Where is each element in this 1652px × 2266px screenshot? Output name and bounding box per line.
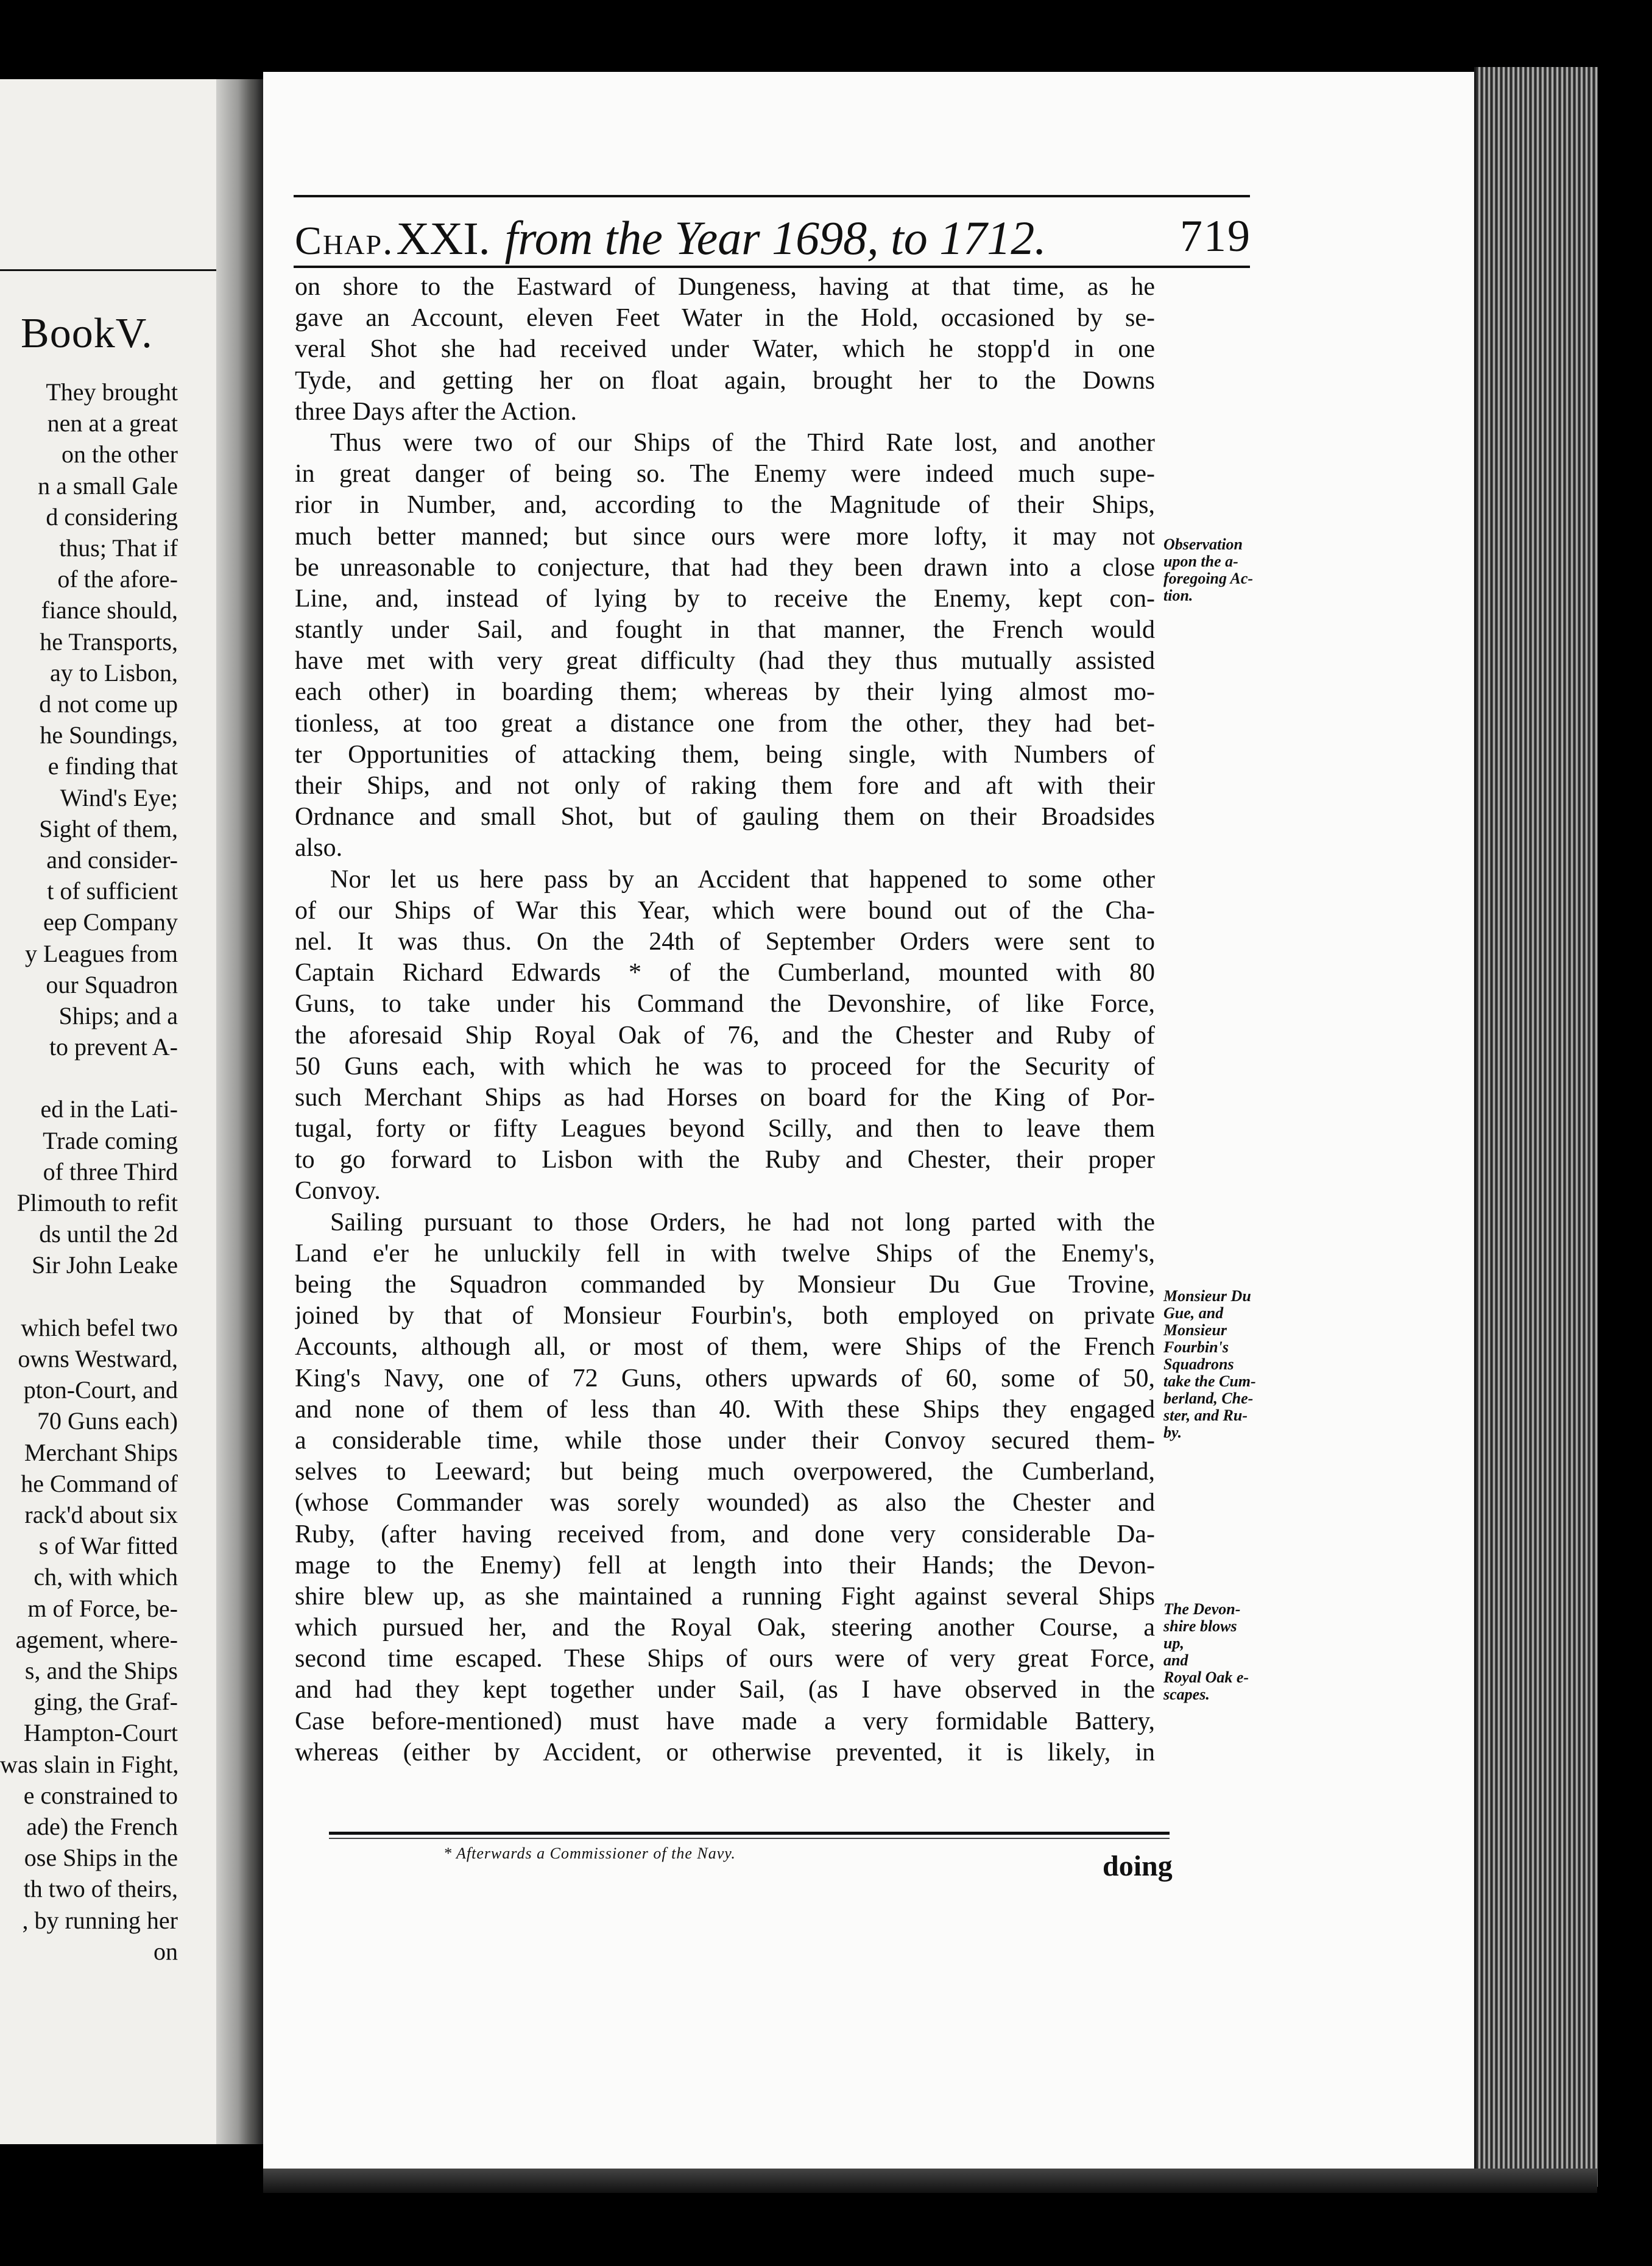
left-page-line: he Command of <box>21 1469 178 1497</box>
side-note-line: upon the a- <box>1163 552 1238 570</box>
body-line: tugal, forty or fifty Leagues beyond Scilly, and then to leave them <box>295 1115 1155 1143</box>
body-line: King's Navy, one of 72 Guns, others upwards of 60, some of 50, <box>295 1364 1155 1392</box>
left-page-line: Sir John Leake <box>32 1251 178 1279</box>
body-line: Tyde, and getting her on float again, brought her to the Downs <box>295 366 1155 395</box>
body-line: of our Ships of War this Year, which were bound out of the Cha- <box>295 896 1155 925</box>
left-page-line: e finding that <box>48 752 178 780</box>
body-line: joined by that of Monsieur Fourbin's, both employed on private <box>295 1302 1155 1330</box>
left-page-line: th two of theirs, <box>23 1875 178 1903</box>
side-note-line: Royal Oak e- <box>1163 1668 1249 1686</box>
body-line: and none of them of less than 40. With these Ships they engaged <box>295 1395 1155 1424</box>
left-page-line: ch, with which <box>34 1563 178 1591</box>
page-number: 719 <box>1180 211 1251 261</box>
left-page-line: d considering <box>46 503 178 531</box>
left-page-line: Merchant Ships <box>24 1438 178 1466</box>
body-line: Ordnance and small Shot, but of gauling them on their Broadsides <box>295 803 1155 831</box>
body-line: which pursued her, and the Royal Oak, steering another Course, a <box>295 1614 1155 1642</box>
side-note-line: ster, and Ru- <box>1163 1407 1248 1424</box>
left-page-line: pton-Court, and <box>23 1376 178 1404</box>
body-line: nel. It was thus. On the 24th of September Orders were sent to <box>295 927 1155 956</box>
left-page-line: and consider- <box>46 846 178 874</box>
left-page-line: on the other <box>61 440 178 468</box>
left-header-rule <box>0 269 219 271</box>
left-page-line: ds until the 2d <box>39 1220 178 1248</box>
left-page-line: Plimouth to refit <box>16 1189 178 1217</box>
body-line: Line, and, instead of lying by to receive the Enemy, kept con- <box>295 584 1155 613</box>
body-line: 50 Guns each, with which he was to proceed for the Security of <box>295 1052 1155 1081</box>
body-line: (whose Commander was sorely wounded) as also the Chester and <box>295 1489 1155 1517</box>
left-page-line: Sight of them, <box>39 814 178 842</box>
running-title: from the Year 1698, to 1712. <box>504 211 1047 264</box>
body-line: being the Squadron commanded by Monsieur Du Gue Trovine, <box>295 1271 1155 1299</box>
body-line: ter Opportunities of attacking them, being single, with Numbers of <box>295 740 1155 769</box>
body-line: Convoy. <box>295 1177 381 1205</box>
side-note-line: take the Cum- <box>1163 1372 1256 1390</box>
left-page-line: he Soundings, <box>40 721 178 749</box>
body-line: stantly under Sail, and fought in that manner, the French would <box>295 616 1155 644</box>
left-page-line: Trade coming <box>43 1126 178 1154</box>
side-note-line: scapes. <box>1163 1685 1210 1703</box>
body-line: rior in Number, and, according to the Magnitude of their Ships, <box>295 491 1155 520</box>
left-page-line: e constrained to <box>23 1781 178 1809</box>
chapter-number: XXI. <box>396 213 490 264</box>
body-line: Nor let us here pass by an Accident that happened to some other <box>330 865 1155 894</box>
body-line: much better manned; but since ours were more lofty, it may not <box>295 522 1155 551</box>
side-note-line: Gue, and <box>1163 1304 1224 1322</box>
body-line: to go forward to Lisbon with the Ruby and Chester, their proper <box>295 1146 1155 1174</box>
left-page-line: Ships; and a <box>58 1002 178 1030</box>
left-page-line: 70 Guns each) <box>37 1407 178 1435</box>
side-note-line: The Devon- <box>1163 1600 1241 1618</box>
side-note-line: shire blows <box>1163 1617 1237 1635</box>
body-line: the aforesaid Ship Royal Oak of 76, and the Chester and Ruby of <box>295 1021 1155 1050</box>
body-line: Accounts, although all, or most of them, were Ships of the French <box>295 1333 1155 1361</box>
left-page-line: s, and the Ships <box>24 1656 178 1684</box>
left-page-line: d not come up <box>39 690 178 718</box>
body-line: three Days after the Action. <box>295 397 577 426</box>
side-note-line: foregoing Ac- <box>1163 570 1254 587</box>
left-page-line <box>0 1062 178 1093</box>
left-page-line: rack'd about six <box>24 1500 178 1528</box>
header-rule-bottom <box>294 266 1250 268</box>
body-line: whereas (either by Accident, or otherwise prevented, it is likely, in <box>295 1738 1155 1767</box>
left-page-line: t of sufficient <box>47 877 178 905</box>
left-page-line: eep Company <box>43 908 178 936</box>
left-page-line: Hampton-Court <box>23 1719 178 1747</box>
left-page-line: They brought <box>46 378 178 406</box>
side-note-line: and <box>1163 1651 1188 1669</box>
left-page-line: fiance should, <box>41 596 178 624</box>
left-page-line: on <box>154 1937 178 1965</box>
body-line: also. <box>295 834 343 863</box>
left-page-line: Wind's Eye; <box>60 783 178 811</box>
body-line: veral Shot she had received under Water, which he stopp'd in one <box>295 335 1155 364</box>
body-line: Captain Richard Edwards * of the Cumberland, mounted with 80 <box>295 959 1155 987</box>
body-line: mage to the Enemy) fell at length into their Hands; the Devon- <box>295 1551 1155 1579</box>
left-page-header: BookV. <box>21 310 153 357</box>
left-page-line: to prevent A- <box>49 1033 178 1061</box>
side-note-line: Observation <box>1163 535 1243 553</box>
left-page-line: which befel two <box>21 1313 178 1341</box>
left-page-line: y Leagues from <box>24 939 178 967</box>
chapter-label: Chap. <box>295 219 394 263</box>
body-line: Guns, to take under his Command the Devonshire, of like Force, <box>295 990 1155 1018</box>
left-page-line: was slain in Fight, <box>0 1750 179 1778</box>
body-line: have met with very great difficulty (had they thus mutually assisted <box>295 647 1155 676</box>
body-line: selves to Leeward; but being much overpowered, the Cumberland, <box>295 1458 1155 1486</box>
left-page-line: of the afore- <box>57 565 178 593</box>
side-note-squadrons <box>1163 1288 1297 1441</box>
footnote-rule-thin <box>329 1838 1170 1839</box>
body-line: gave an Account, eleven Feet Water in the Hold, occasioned by se- <box>295 304 1155 333</box>
left-page-line: m of Force, be- <box>27 1594 178 1622</box>
body-line: Thus were two of our Ships of the Third Rate lost, and another <box>330 428 1155 457</box>
side-note-line: Fourbin's <box>1163 1338 1229 1356</box>
body-line: and had they kept together under Sail, (as I have observed in the <box>295 1676 1155 1704</box>
body-line: Case before-mentioned) must have made a very formidable Battery, <box>295 1707 1155 1735</box>
body-line: shire blew up, as she maintained a running Fight against several Ships <box>295 1582 1155 1611</box>
left-page-line: our Squadron <box>46 970 178 998</box>
left-page-line: ay to Lisbon, <box>50 658 178 687</box>
body-line: each other) in boarding them; whereas by their lying almost mo- <box>295 678 1155 707</box>
left-page-text <box>0 376 178 1967</box>
body-line: in great danger of being so. The Enemy were indeed much supe- <box>295 460 1155 489</box>
side-note-line: by. <box>1163 1424 1182 1441</box>
body-line: a considerable time, while those under their Convoy secured them- <box>295 1426 1155 1455</box>
side-note-line: tion. <box>1163 587 1193 604</box>
left-page-line: , by running her <box>22 1906 178 1934</box>
body-line: second time escaped. These Ships of ours were of very great Force, <box>295 1645 1155 1673</box>
body-line: their Ships, and not only of raking them fore and aft with their <box>295 772 1155 800</box>
left-facing-page <box>0 79 228 2144</box>
left-page-line: ging, the Graf- <box>34 1688 178 1716</box>
left-page-line: agement, where- <box>15 1625 178 1653</box>
left-page-line: s of War fitted <box>38 1532 178 1560</box>
side-note-line: berland, Che- <box>1163 1389 1254 1407</box>
running-head <box>295 211 1251 266</box>
left-page-line: owns Westward, <box>18 1344 178 1372</box>
left-page-line: he Transports, <box>40 627 178 655</box>
left-page-line: ade) the French <box>26 1812 178 1840</box>
catchword: doing <box>1103 1850 1173 1882</box>
side-note-line: Squadrons <box>1163 1355 1234 1373</box>
left-page-line <box>0 1281 178 1312</box>
left-page-line: nen at a great <box>47 409 178 437</box>
body-line: tionless, at too great a distance one from the other, they had bet- <box>295 709 1155 738</box>
body-line: Land e'er he unluckily fell in with twelve Ships of the Enemy's, <box>295 1239 1155 1268</box>
left-page-line: ose Ships in the <box>24 1844 178 1872</box>
book-gutter <box>216 79 265 2144</box>
body-line: such Merchant Ships as had Horses on board for the King of Por- <box>295 1083 1155 1112</box>
left-page-line: thus; That if <box>59 534 178 562</box>
body-line: be unreasonable to conjecture, that had they been drawn into a close <box>295 553 1155 582</box>
side-note-observation <box>1163 536 1297 604</box>
header-rule-top <box>294 195 1250 197</box>
side-note-line: Monsieur Du <box>1163 1287 1251 1305</box>
page-edges <box>1474 67 1598 2187</box>
body-line: Ruby, (after having received from, and done very considerable Da- <box>295 1520 1155 1548</box>
book-bottom-edge <box>263 2169 1597 2193</box>
left-page-line: ed in the Lati- <box>40 1095 178 1123</box>
side-note-devonshire <box>1163 1601 1297 1703</box>
side-note-line: up, <box>1163 1634 1184 1652</box>
left-page-line: n a small Gale <box>38 471 178 499</box>
footnote: * Afterwards a Commissioner of the Navy. <box>443 1844 736 1862</box>
footnote-rule <box>329 1832 1170 1835</box>
body-text <box>295 272 1155 1768</box>
body-line: on shore to the Eastward of Dungeness, having at that time, as he <box>295 273 1155 301</box>
side-note-line: Monsieur <box>1163 1321 1227 1339</box>
body-line: Sailing pursuant to those Orders, he had not long parted with the <box>330 1208 1155 1237</box>
left-page-line: of three Third <box>43 1157 178 1185</box>
